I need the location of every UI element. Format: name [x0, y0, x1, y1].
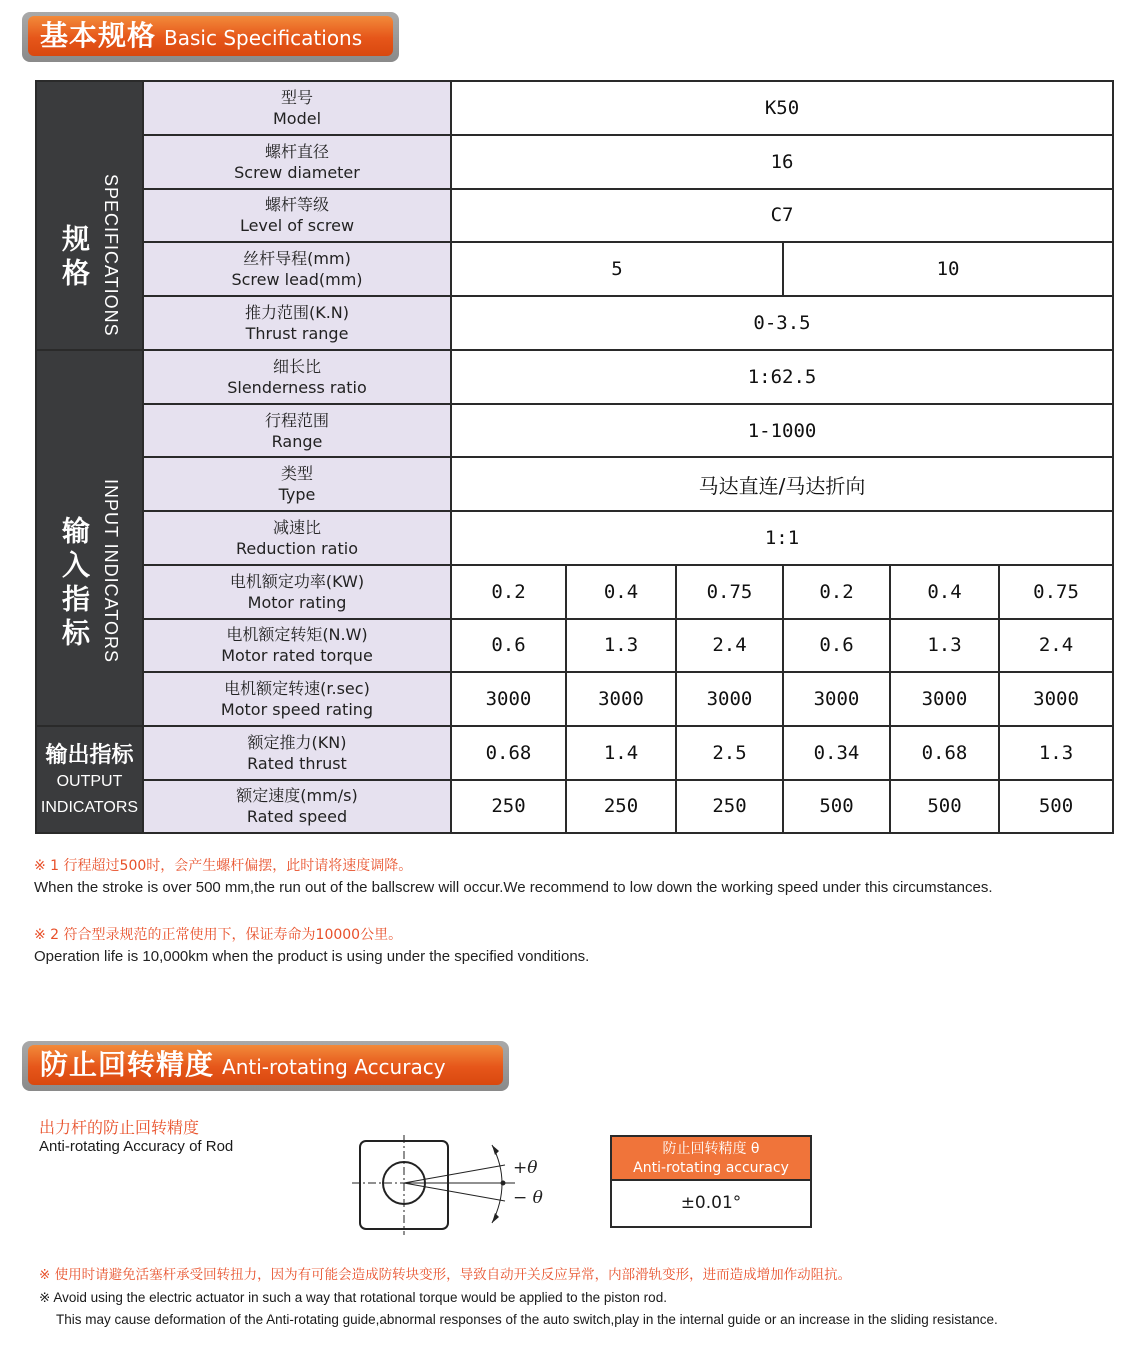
param-cell: 减速比 Reduction ratio: [143, 511, 451, 565]
value-cell: 2.4: [676, 619, 783, 673]
table-row: [36, 457, 1113, 511]
accuracy-box-value: ±0.01°: [680, 1193, 742, 1213]
note-2-en: Operation life is 10,000km when the product is using under the specified vonditions.: [34, 948, 590, 965]
value-cell: 0.2: [783, 565, 890, 619]
banner-inner: [28, 1045, 503, 1085]
table-row: [36, 81, 1113, 135]
param-cell: 行程范围 Range: [143, 404, 451, 458]
param-cell: 额定推力(KN) Rated thrust: [143, 726, 451, 780]
value-cell: 0.34: [783, 726, 890, 780]
value-cell: 2.5: [676, 726, 783, 780]
param-cell: 螺杆等级 Level of screw: [143, 189, 451, 243]
bottom-note-en-1: ※ Avoid using the electric actuator in such a way that rotational torque would be applied to the piston rod.: [39, 1290, 667, 1305]
value-cell: 3000: [566, 672, 676, 726]
value-cell: 1-1000: [451, 404, 1113, 458]
accuracy-box-head-cn: 防止回转精度 θ: [662, 1141, 760, 1157]
table-row: [36, 780, 1113, 834]
note-1-cn: ※ 1 行程超过500时，会产生螺杆偏摆，此时请将速度调降。: [34, 858, 413, 874]
table-row: [36, 672, 1113, 726]
category-output-indicators: [36, 726, 143, 833]
value-cell: 0.75: [999, 565, 1113, 619]
value-cell: 5: [451, 242, 783, 296]
param-cell: 丝杆导程(mm) Screw lead(mm): [143, 242, 451, 296]
value-cell: 16: [451, 135, 1113, 189]
banner-title-en: Anti-rotating Accuracy: [222, 1055, 446, 1079]
accuracy-label-en: Anti-rotating Accuracy of Rod: [39, 1138, 234, 1155]
spec-table: [35, 80, 1114, 834]
param-cell: 螺杆直径 Screw diameter: [143, 135, 451, 189]
table-row: [36, 404, 1113, 458]
value-cell: 500: [890, 780, 999, 834]
arc-center-dot: [501, 1181, 506, 1186]
value-cell: K50: [451, 81, 1113, 135]
param-cell: 电机额定转速(r.sec) Motor speed rating: [143, 672, 451, 726]
value-cell: 0-3.5: [451, 296, 1113, 350]
table-row: [36, 565, 1113, 619]
category-output-en-1: OUTPUT: [56, 773, 123, 790]
table-row: [36, 350, 1113, 404]
value-cell: 3000: [783, 672, 890, 726]
value-cell: 3000: [890, 672, 999, 726]
section-banner-anti-rotating: [22, 1041, 509, 1091]
value-cell: 0.68: [890, 726, 999, 780]
value-cell: 1:62.5: [451, 350, 1113, 404]
value-cell: 1.3: [890, 619, 999, 673]
value-cell: 250: [451, 780, 566, 834]
arc-arrow-top: [492, 1145, 499, 1155]
value-cell: 3000: [451, 672, 566, 726]
table-row: [36, 135, 1113, 189]
value-cell: 0.6: [783, 619, 890, 673]
note-2-cn: ※ 2 符合型录规范的正常使用下，保证寿命为10000公里。: [34, 927, 403, 943]
param-cell: 推力范围(K.N) Thrust range: [143, 296, 451, 350]
anti-rotation-diagram: [350, 1135, 570, 1235]
bottom-note-en-2: This may cause deformation of the Anti-rotating guide,abnormal responses of the auto switch,play in the internal guide or an increase in the sliding resistance.: [56, 1312, 998, 1327]
value-cell: 1.4: [566, 726, 676, 780]
note-1-en: When the stroke is over 500 mm,the run out of the ballscrew will occur.We recommend to low down the working speed under this circumstances.: [34, 879, 993, 896]
section-banner-basic-specs: [22, 12, 399, 62]
category-spec-cn: 规格: [58, 224, 91, 292]
value-cell: 1.3: [566, 619, 676, 673]
table-row: [36, 296, 1113, 350]
accuracy-box: [610, 1135, 812, 1228]
angle-arc: [492, 1145, 502, 1223]
value-cell: 1.3: [999, 726, 1113, 780]
banner-title-cn: 基本规格: [40, 19, 157, 52]
value-cell: 0.6: [451, 619, 566, 673]
value-cell: 10: [783, 242, 1113, 296]
table-row: [36, 242, 1113, 296]
accuracy-box-header: [612, 1137, 810, 1181]
banner-title-cn: 防止回转精度: [40, 1048, 215, 1081]
category-output-en-2: INDICATORS: [40, 799, 139, 816]
category-input-en: INPUT INDICATORS: [101, 479, 121, 664]
bottom-note-cn: ※ 使用时请避免活塞杆承受回转扭力，因为有可能会造成防转块变形，导致自动开关反应异常，内部滑轨变形，进而造成增加作动阻抗。: [39, 1267, 852, 1283]
value-cell: 3000: [999, 672, 1113, 726]
plus-theta-label: +θ: [513, 1158, 538, 1178]
table-row: [36, 619, 1113, 673]
value-cell: 2.4: [999, 619, 1113, 673]
value-cell: 250: [676, 780, 783, 834]
value-cell: 0.2: [451, 565, 566, 619]
category-input-cn: 输入指标: [58, 516, 91, 652]
param-cell: 电机额定功率(KW) Motor rating: [143, 565, 451, 619]
value-cell: 0.4: [566, 565, 676, 619]
value-cell: 1:1: [451, 511, 1113, 565]
param-cell: 类型 Type: [143, 457, 451, 511]
value-cell: 马达直连/马达折向: [451, 457, 1113, 511]
param-cell: 细长比 Slenderness ratio: [143, 350, 451, 404]
value-cell: 3000: [676, 672, 783, 726]
value-cell: 500: [783, 780, 890, 834]
category-output-cn: 输出指标: [45, 743, 134, 768]
banner-inner: [28, 16, 393, 56]
accuracy-box-head-en: Anti-rotating accuracy: [633, 1160, 789, 1176]
category-spec-en: SPECIFICATIONS: [101, 174, 121, 337]
table-row: [36, 189, 1113, 243]
value-cell: 500: [999, 780, 1113, 834]
value-cell: 250: [566, 780, 676, 834]
value-cell: C7: [451, 189, 1113, 243]
value-cell: 0.75: [676, 565, 783, 619]
accuracy-label-cn: 出力杆的防止回转精度: [39, 1118, 200, 1137]
value-cell: 0.4: [890, 565, 999, 619]
category-input-indicators: [36, 350, 143, 726]
value-cell: 0.68: [451, 726, 566, 780]
arc-arrow-bottom: [492, 1213, 499, 1223]
banner-title-en: Basic Specifications: [164, 26, 363, 50]
minus-theta-label: − θ: [513, 1188, 543, 1208]
param-cell: 型号 Model: [143, 81, 451, 135]
param-cell: 电机额定转矩(N.W) Motor rated torque: [143, 619, 451, 673]
category-specifications: [36, 81, 143, 350]
table-row: [36, 726, 1113, 780]
param-cell: 额定速度(mm/s) Rated speed: [143, 780, 451, 834]
table-row: [36, 511, 1113, 565]
